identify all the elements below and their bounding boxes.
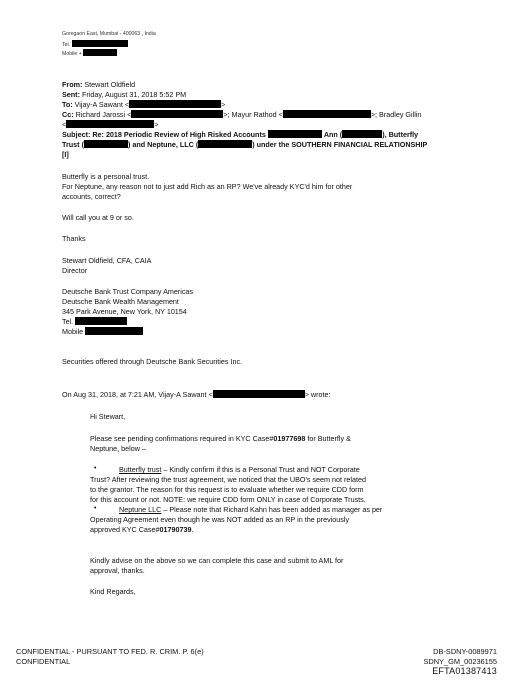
redaction (75, 317, 127, 325)
quote-closing: Kindly advise on the above so we can complete this case and submit to AML for (90, 556, 344, 565)
signature-address: 345 Park Avenue, New York, NY 10154 (62, 307, 187, 316)
quote-para: Neptune, below – (90, 444, 146, 453)
cc-value: Richard Jarossi < (75, 110, 132, 119)
redaction (213, 390, 305, 398)
subject-text: Ann ( (323, 130, 343, 139)
redaction (342, 130, 382, 138)
quote-regards: Kind Regards, (90, 587, 136, 596)
body-line: Butterfly is a personal trust. (62, 172, 150, 181)
body-thanks: Thanks (62, 234, 86, 243)
footer-bates: SDNY_GM_00236155 (423, 657, 497, 666)
footer-confidential: CONFIDENTIAL (16, 657, 71, 666)
to-value: Vijay-A Sawant < (74, 100, 130, 109)
bullet-icon: • (94, 505, 97, 512)
tel-label: Tel. (62, 317, 74, 326)
footer-confidential: CONFIDENTIAL - PURSUANT TO FED. R. CRIM. P. 6(e) (16, 647, 204, 656)
letterhead-tel (62, 40, 128, 48)
body-line: Will call you at 9 or so. (62, 213, 134, 222)
quote-intro (62, 390, 331, 399)
quote-intro-text: On Aug 31, 2018, at 7:21 AM, Vijay-A Sawant < (62, 390, 213, 399)
bullet-text: . (191, 525, 194, 534)
redaction (283, 110, 371, 118)
body-line: For Neptune, any reason not to just add Rich as an RP? We've already KYC'd him for other (62, 182, 353, 191)
quote-text: for Butterfly & (305, 434, 351, 443)
letterhead-mobile (62, 49, 117, 57)
sent-line (62, 90, 186, 99)
bullet-text (90, 525, 194, 534)
quote-intro-text: > wrote: (304, 390, 331, 399)
from-value: Stewart Oldfield (84, 80, 136, 89)
signature-name: Stewart Oldfield, CFA, CAIA (62, 256, 152, 265)
signature-mobile (62, 327, 143, 336)
subject-text: ), Butterfly (382, 130, 419, 139)
redaction (84, 140, 128, 148)
redaction (72, 40, 128, 47)
sent-label: Sent: (62, 90, 80, 99)
sent-value: Friday, August 31, 2018 5:52 PM (81, 90, 187, 99)
from-line (62, 80, 135, 89)
cc-value: >; Bradley Gillin (370, 110, 422, 119)
signature-company: Deutsche Bank Wealth Management (62, 297, 179, 306)
redaction (83, 49, 117, 56)
quote-closing: approval, thanks. (90, 566, 145, 575)
bullet-text: to the grantor. The reason for this request is to evaluate whether we require CDD form (90, 485, 364, 494)
cc-line-continued: < > (62, 120, 159, 129)
subject-text: Re: 2018 Periodic Review of High Risked Accounts (92, 130, 266, 139)
quote-greeting: Hi Stewart, (90, 412, 126, 421)
redaction (198, 140, 252, 148)
bullet-text: Operating Agreement even though he was NOT added as an RP in the previously (90, 515, 350, 524)
subject-text: ) and Neptune, LLC ( (127, 140, 199, 149)
case-number: 01977698 (273, 434, 306, 443)
bullet-text: – Please note that Richard Kahn has been added as manager as per (161, 505, 383, 514)
to-line: To: Vijay-A Sawant < > (62, 100, 226, 109)
signature-tel (62, 317, 127, 326)
cc-line (62, 110, 421, 119)
signature-company: Deutsche Bank Trust Company Americas (62, 287, 194, 296)
bullet-text: approved KYC Case# (90, 525, 160, 534)
case-number: 01790739 (159, 525, 192, 534)
redaction (268, 130, 322, 138)
bullet-heading: Neptune LLC (119, 505, 162, 514)
bullet-icon: • (94, 465, 97, 472)
subject-line-2 (62, 140, 427, 149)
letterhead-address: Goregaon East, Mumbai - 400063 , India (62, 31, 156, 37)
redaction (131, 110, 223, 118)
from-label: From: (62, 80, 83, 89)
bullet-text: for this account or not. NOTE: we require CDD form ONLY in case of Corporate Trusts. (90, 495, 366, 504)
quote-text: Please see pending confirmations required in KYC Case# (90, 434, 274, 443)
to-label: To: (62, 100, 73, 109)
cc-value: >; Mayur Rathod < (223, 110, 283, 119)
bullet-item (119, 505, 382, 514)
footer-bates: DB-SDNY-0089971 (433, 647, 497, 656)
bullet-text: – Kindly confirm if this is a Personal Trust and NOT Corporate (161, 465, 360, 474)
footer-efta-id: EFTA01387413 (432, 666, 497, 676)
redaction (66, 120, 154, 128)
cc-label: Cc: (62, 110, 74, 119)
body-line: accounts, correct? (62, 192, 121, 201)
subject-text: Trust ( (62, 140, 84, 149)
subject-label: Subject: (62, 130, 91, 139)
subject-text: ) under the SOUTHERN FINANCIAL RELATIONSHIP (252, 140, 428, 149)
bullet-item (119, 465, 360, 474)
bullet-heading: Butterfly trust (119, 465, 162, 474)
signature-title: Director (62, 266, 88, 275)
redaction (129, 100, 221, 108)
subject-tag: [I] (62, 150, 69, 159)
bullet-text: Trust? After reviewing the trust agreement, we noticed that the UBO's seem not related (90, 475, 366, 484)
signature-disclaimer: Securities offered through Deutsche Bank Securities Inc. (62, 357, 243, 366)
mobile-label: Mobile + (62, 51, 82, 57)
mobile-label: Mobile (62, 327, 84, 336)
subject-line (62, 130, 418, 139)
quote-para (90, 434, 351, 443)
tel-label: Tel. (62, 42, 71, 48)
redaction (85, 327, 143, 335)
